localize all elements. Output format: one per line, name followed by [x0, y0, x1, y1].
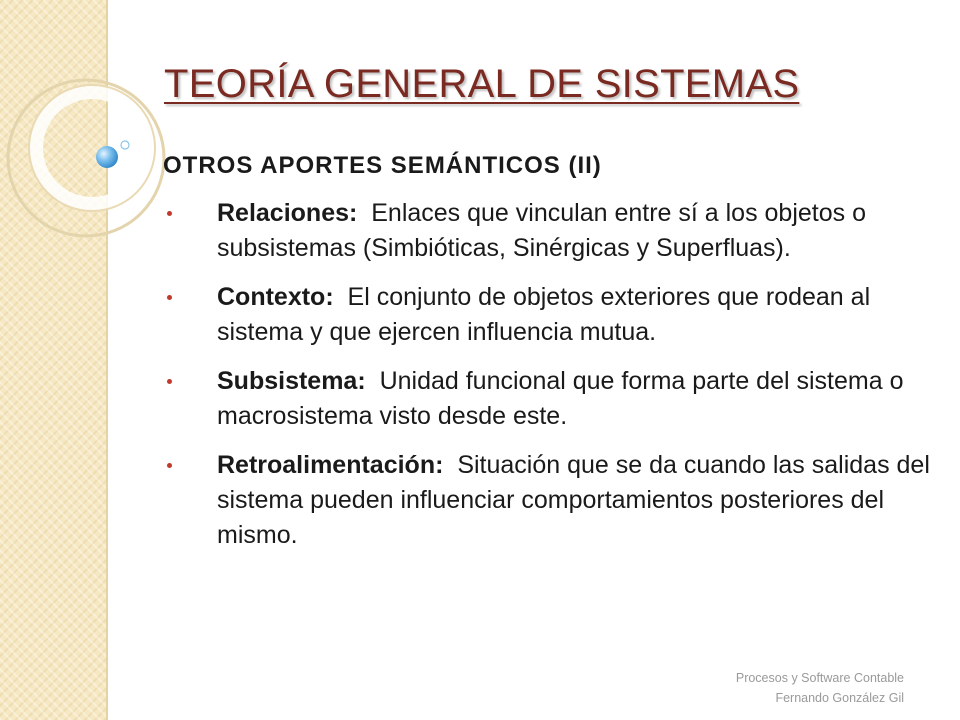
bullet-text: Situación que se da cuando las salidas del sistema pueden influenciar comportamientos posteriores del mismo.: [217, 451, 930, 549]
bullet-term: Retroalimentación:: [217, 451, 458, 479]
bullet-list: [160, 196, 930, 567]
bullet-item-subsistema: [160, 364, 930, 434]
bullet-dot-icon: [167, 211, 172, 216]
bullet-text: Enlaces que vinculan entre sí a los objetos o subsistemas (Simbióticas, Sinérgicas y Superfluas).: [217, 199, 866, 262]
footer-author: Fernando González Gil: [775, 691, 904, 705]
blue-ball-icon: [96, 146, 118, 168]
small-ring-icon: [121, 141, 129, 149]
bullet-dot-icon: [167, 379, 172, 384]
bullet-item-contexto: [160, 280, 930, 350]
bullet-text: Unidad funcional que forma parte del sistema o macrosistema visto desde este.: [217, 367, 904, 430]
bullet-term: Contexto:: [217, 283, 348, 311]
decorative-circles: [0, 0, 180, 260]
slide-footer: [736, 668, 904, 708]
slide-subtitle: OTROS APORTES SEMÁNTICOS (II): [163, 152, 602, 179]
inner-ring-outline: [36, 92, 148, 204]
inner-ring-shadow: [29, 85, 155, 211]
bullet-dot-icon: [167, 463, 172, 468]
slide-title: TEORÍA GENERAL DE SISTEMAS: [164, 62, 800, 106]
bullet-term: Relaciones:: [217, 199, 372, 227]
bullet-item-relaciones: [160, 196, 930, 266]
bullet-text: El conjunto de objetos exteriores que rodean al sistema y que ejercen influencia mutua.: [217, 283, 871, 346]
footer-course: Procesos y Software Contable: [735, 671, 904, 685]
bullet-term: Subsistema:: [217, 367, 380, 395]
bullet-dot-icon: [167, 295, 172, 300]
bullet-item-retroalimentacion: [160, 448, 930, 553]
